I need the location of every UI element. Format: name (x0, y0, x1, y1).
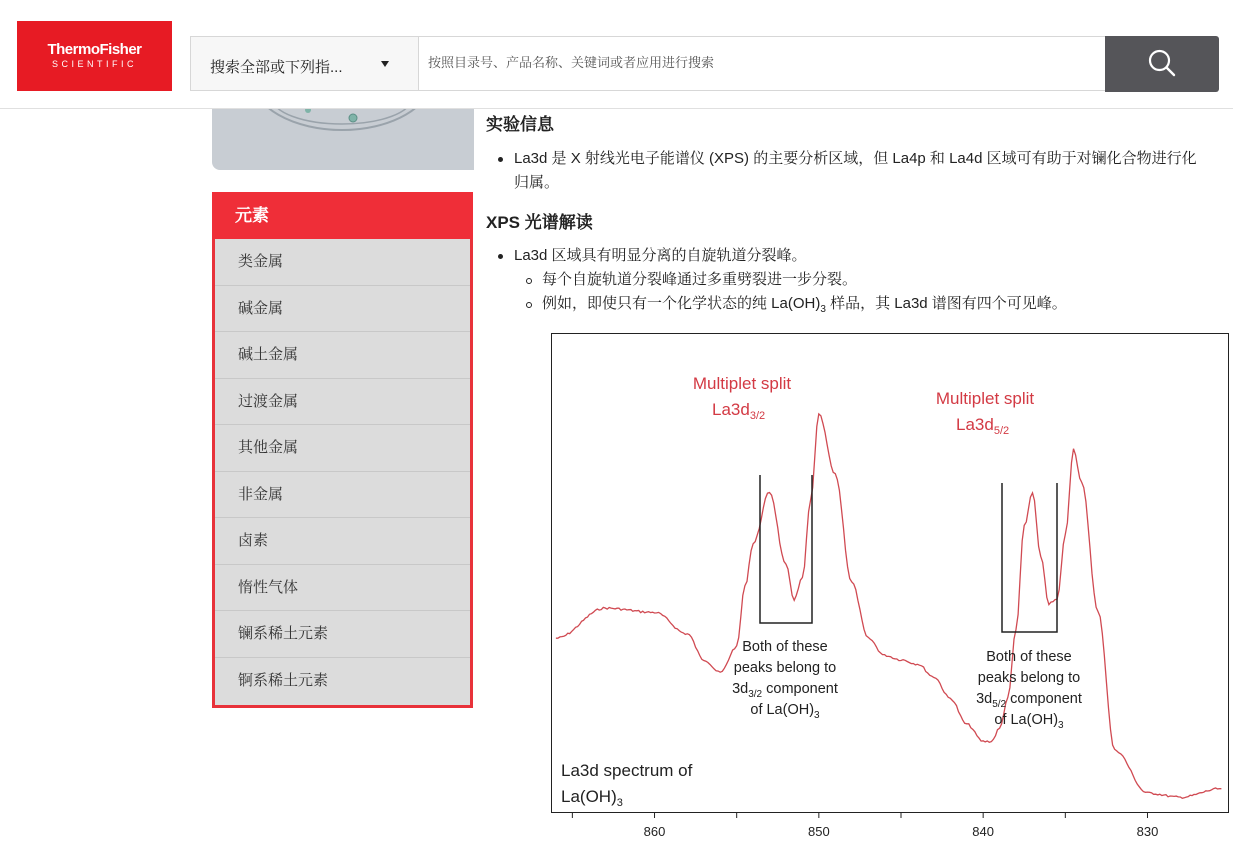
x-tick-label: 860 (643, 824, 666, 839)
annotation-both-52-line2: peaks belong to (977, 670, 1081, 686)
annotation-multiplet-32-line1: Multiplet split (692, 374, 792, 393)
logo-text-line2: SCIENTIFIC (51, 59, 137, 69)
annotation-both-32-line1: Both of these (742, 639, 828, 655)
search-button[interactable] (1105, 36, 1219, 92)
list-item (514, 147, 1233, 195)
menu-item-metalloids[interactable]: 类金属 (215, 239, 470, 286)
menu-item-noble-gases[interactable]: 惰性气体 (215, 565, 470, 612)
bullet-text-line2: 归属。 (514, 174, 560, 191)
search-scope-dropdown[interactable] (190, 36, 418, 91)
x-tick-label: 830 (1136, 824, 1159, 839)
la3d-xps-spectrum-chart (551, 333, 1233, 846)
sub-list-item (542, 268, 1233, 292)
x-tick-label: 840 (972, 824, 995, 839)
caret-down-icon (381, 61, 389, 67)
anno-sub: 3 (814, 710, 820, 721)
anno-of-la: of La(OH) (750, 702, 815, 718)
sub-bullet-text-pre: 例如，即使只有一个化学状态的纯 La(OH) (542, 295, 821, 312)
list-item (514, 244, 1233, 268)
sub-list-item (542, 292, 1233, 322)
menu-item-actinides[interactable]: 锕系稀土元素 (238, 671, 329, 689)
experiment-info-list (514, 147, 1233, 195)
anno-la3d: La3d (956, 415, 994, 434)
section-title-experiment-info: 实验信息 (486, 115, 554, 134)
anno-sub: 5/2 (993, 425, 1010, 437)
subscript: 3 (820, 304, 826, 315)
thermofisher-logo[interactable] (17, 21, 172, 91)
search-input[interactable] (418, 36, 1106, 91)
anno-la3d: La3d (712, 400, 750, 419)
logo-text-line1: ThermoFisher (47, 41, 142, 58)
atom-orbit-graphic (212, 108, 474, 170)
anno-component: component (1006, 691, 1082, 707)
menu-item-lanthanides[interactable]: 镧系稀土元素 (215, 611, 470, 658)
sub-bullet-text: 每个自旋轨道分裂峰通过多重劈裂进一步分裂。 (542, 271, 858, 288)
element-illustration (212, 108, 474, 170)
spectrum-label-line1: La3d spectrum of (561, 761, 693, 780)
anno-3d: 3d (732, 681, 749, 697)
anno-of-la: of La(OH) (994, 712, 1059, 728)
anno-sub: 3/2 (748, 689, 763, 700)
site-header (0, 0, 1233, 109)
menu-item-nonmetals[interactable]: 非金属 (215, 472, 470, 519)
section-title-xps-interpretation: XPS 光谱解读 (486, 213, 593, 232)
menu-item-halogens[interactable]: 卤素 (215, 518, 470, 565)
anno-sub: 3/2 (749, 410, 766, 422)
spectrum-label-line2 (561, 787, 623, 809)
menu-title: 元素 (212, 192, 473, 239)
anno-component: component (762, 681, 838, 697)
annotation-both-32-line2: peaks belong to (733, 660, 837, 676)
annotation-both-52-line1: Both of these (986, 649, 1072, 665)
label-sub: 3 (616, 797, 623, 809)
element-category-menu (212, 192, 473, 708)
bullet-text: La3d 区域具有明显分离的自旋轨道分裂峰。 (514, 247, 807, 264)
annotation-multiplet-52-line1: Multiplet split (935, 389, 1035, 408)
menu-item-transition-metals[interactable]: 过渡金属 (215, 379, 470, 426)
x-tick-label: 850 (807, 824, 830, 839)
search-icon (1147, 48, 1177, 78)
menu-item-other-metals[interactable]: 其他金属 (215, 425, 470, 472)
search-scope-value: 搜索全部或下列指... (210, 59, 343, 76)
plot-frame (552, 334, 1229, 813)
anno-sub: 3 (1058, 720, 1064, 731)
label-la-oh: La(OH) (561, 787, 617, 806)
menu-item-alkaline-earth-metals[interactable]: 碱土金属 (215, 332, 470, 379)
sub-bullet-text-post: 样品，其 La3d 谱图有四个可见峰。 (825, 295, 1067, 312)
menu-item-alkali-metals[interactable]: 碱金属 (215, 286, 470, 333)
bullet-text-line1: La3d 是 X 射线光电子能谱仪 (XPS) 的主要分析区域，但 La4p 和 La4d 区域可有助于对镧化合物进行化 (514, 150, 1197, 167)
anno-sub: 5/2 (992, 699, 1007, 710)
xps-interpretation-list (514, 244, 1233, 322)
x-axis-tick-labels (644, 824, 1159, 839)
anno-3d: 3d (976, 691, 993, 707)
x-axis-ticks (572, 813, 1147, 819)
